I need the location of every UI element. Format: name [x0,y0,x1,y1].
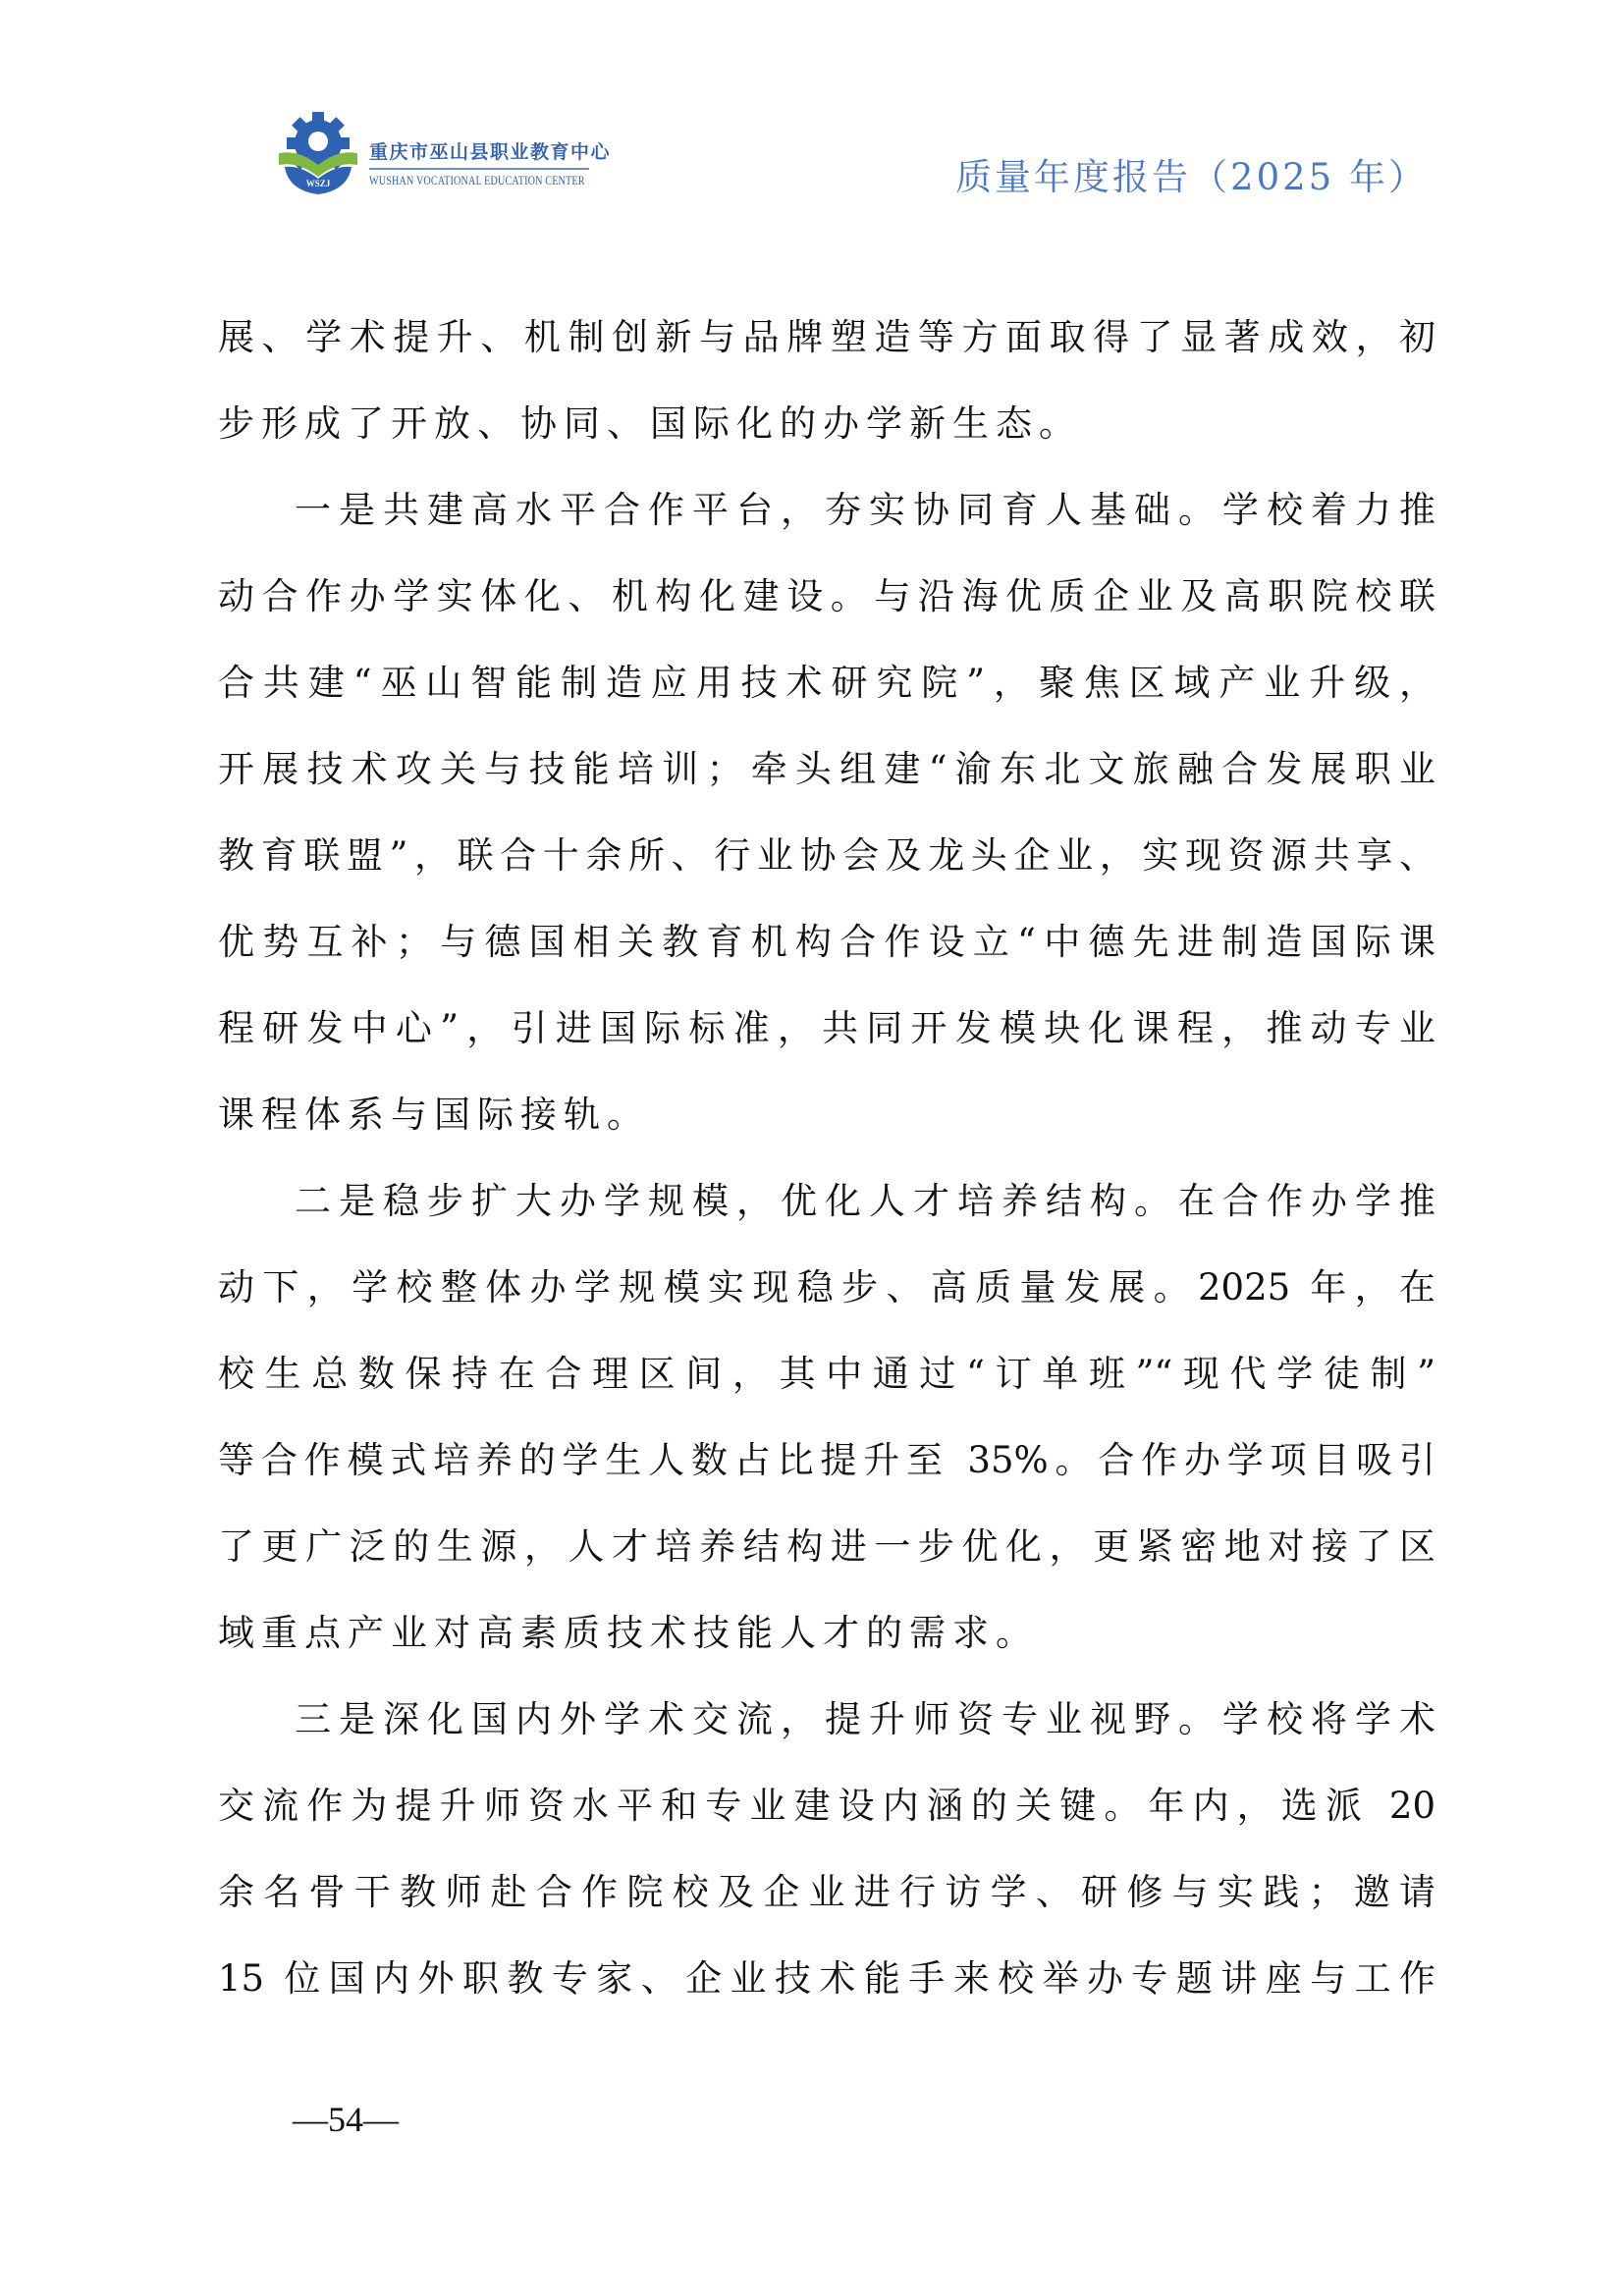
text-line: 优势互补；与德国相关教育机构合作设立“中德先进制造国际课 [218,921,1435,963]
page-header [0,0,1624,226]
text-line: 域重点产业对高素质技术技能人才的需求。 [218,1612,1039,1654]
text-line: 合共建“巫山智能制造应用技术研究院”，聚焦区域产业升级， [218,662,1435,704]
page-number: —54— [293,2100,399,2139]
school-name-chinese: 重庆市巫山县职业教育中心 [369,141,612,163]
svg-text:WSZJ: WSZJ [305,179,331,188]
text-line: 课程体系与国际接轨。 [218,1094,650,1136]
school-logo [273,108,612,201]
logo-divider [369,168,589,170]
paragraph-platform [218,467,1435,1158]
text-line: 步形成了开放、协同、国际化的办学新生态。 [218,402,1082,445]
paragraph-continuation [218,294,1435,467]
text-line: 动合作办学实体化、机构化建设。与沿海优质企业及高职院校联 [218,575,1435,617]
text-line: 等合作模式培养的学生人数占比提升至 35%。合作办学项目吸引 [218,1439,1435,1481]
text-line: 了更广泛的生源，人才培养结构进一步优化，更紧密地对接了区 [218,1525,1435,1568]
text-line: 一是共建高水平合作平台，夯实协同育人基础。学校着力推 [295,489,1435,531]
text-line: 二是稳步扩大办学规模，优化人才培养结构。在合作办学推 [295,1180,1435,1222]
text-line: 三是深化国内外学术交流，提升师资专业视野。学校将学术 [295,1698,1435,1740]
document-body [218,294,1435,2022]
paragraph-exchange [218,1677,1435,2022]
text-line: 动下，学校整体办学规模实现稳步、高质量发展。2025 年，在 [218,1266,1435,1308]
school-name-english: WUSHAN VOCATIONAL EDUCATION CENTER [369,173,585,187]
text-line: 开展技术攻关与技能培训；牵头组建“渝东北文旅融合发展职业 [218,748,1435,790]
gear-book-emblem-icon [273,108,363,198]
report-title: 质量年度报告（2025 年） [955,156,1428,198]
text-line: 展、学术提升、机制创新与品牌塑造等方面取得了显著成效，初 [218,316,1435,358]
text-line: 15 位国内外职教专家、企业技术能手来校举办专题讲座与工作 [218,1957,1435,2000]
text-line: 程研发中心”，引进国际标准，共同开发模块化课程，推动专业 [218,1007,1435,1049]
text-line: 交流作为提升师资水平和专业建设内涵的关键。年内，选派 20 [218,1785,1435,1827]
text-line: 余名骨干教师赴合作院校及企业进行访学、研修与实践；邀请 [218,1871,1435,1913]
text-line: 校生总数保持在合理区间，其中通过“订单班”“现代学徒制” [218,1353,1435,1395]
text-line: 教育联盟”，联合十余所、行业协会及龙头企业，实现资源共享、 [218,834,1435,877]
paragraph-scale [218,1158,1435,1677]
